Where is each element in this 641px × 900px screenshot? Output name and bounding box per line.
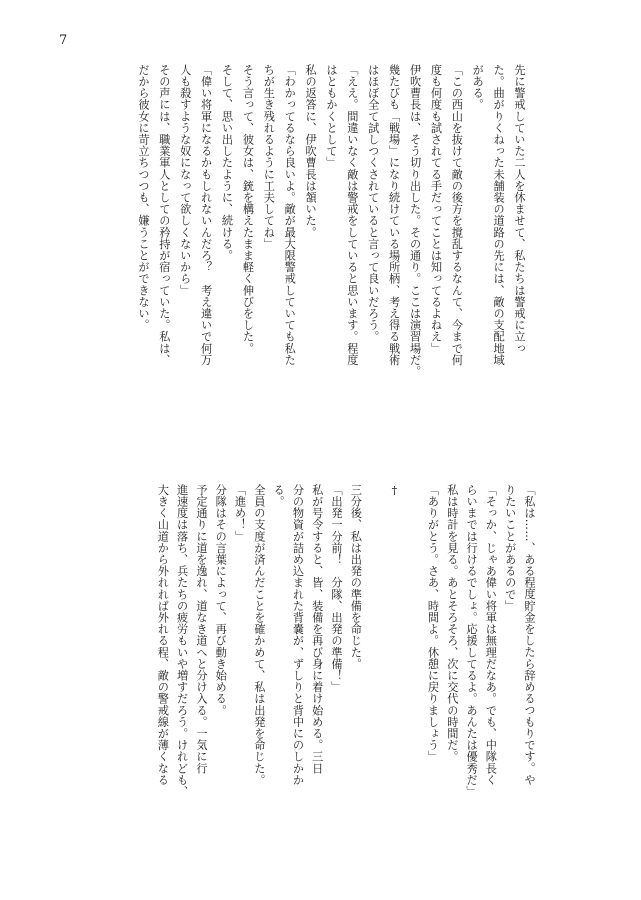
text-column: 「出発一分前！ 分隊、出発の準備！」 [330, 484, 344, 693]
text-column: らいまでは行けるでしょ。応援してるよ。あんたは優秀だ」 [465, 484, 479, 798]
text-column: 「この西山を抜けて敵の後方を撹乱するなんて、今まで何 [450, 64, 464, 366]
text-column: はともかくとして」 [324, 64, 338, 169]
text-column: 三分後、私は出発の準備を命じた。 [349, 484, 363, 670]
text-column: 「ええ。間違いなく敵は警戒をしていると思います。程度 [345, 64, 359, 366]
text-column: た。曲がりくねった未舗装の道路の先には、敵の支配地域 [492, 64, 506, 366]
text-column: 伊吹曹長は、そう切り出した。その通り。ここは演習場だ。 [408, 64, 422, 378]
text-column: 「偉い将軍になるかもしれないんだろ？ 考え違いで何万 [199, 64, 213, 366]
text-block-upper [110, 64, 528, 414]
text-column: 度も何度も試されてる手だってことは知ってるよねえ」 [429, 64, 443, 354]
text-column: 幾たびも「戦場」になり続けている場所柄、考え得る戦術 [387, 64, 401, 366]
text-column: はほぼ全て試しつくされていると言って良いだろう。 [366, 64, 380, 343]
text-column: 分の物資が詰め込まれた背嚢が、ずしりと背中にのしかか [291, 484, 305, 786]
text-column: 全員の支度が済んだことを確かめて、私は出発を命じた。 [252, 484, 266, 786]
text-block-lower [94, 484, 538, 836]
section-break-dagger: † [387, 484, 401, 498]
text-column: ちが生き残れるように工夫してね」 [262, 64, 276, 250]
text-column: 進速度は落ち、兵たちの疲労もいや増すだろう。けれども、 [175, 484, 189, 798]
text-column: りたいことがあるので」 [503, 484, 517, 612]
text-column: 「ありがとう。さあ、時間よ。休憩に戻りましょう」 [426, 484, 440, 763]
text-column: だから彼女に苛立ちつつも、嫌うことができない。 [136, 64, 150, 331]
text-column: 「進め！」 [233, 484, 247, 542]
text-column: 「私は……、ある程度貯金をしたら辞めるつもりです。や [523, 484, 536, 786]
text-column: 「わかってるなら良いよ。敵が最大限警戒していても私た [283, 64, 297, 366]
text-column: 先に警戒していた二人を休ませて、私たちは警戒に立っ [513, 64, 526, 354]
text-column: 私の返答に、伊吹曹長は頷いた。 [304, 64, 318, 238]
text-column: 私は時計を見る。あとそろそろ、次に交代の時間だ。 [445, 484, 459, 763]
text-column: そして、思い出したように、続ける。 [220, 64, 234, 262]
text-column: 分隊はその言葉によって、再び動き始める。 [214, 484, 228, 716]
text-column: 大きく山道から外れれば外れる程、敵の警戒線が薄くなる [156, 484, 170, 786]
text-column: その声には、職業軍人としての矜持が宿っていた。私は、 [157, 64, 171, 366]
text-column: 人も殺すような奴になって欲しくないから」 [178, 64, 192, 296]
text-column: そう言って、彼女は、銃を構えたまま軽く伸びをした。 [241, 64, 255, 354]
text-column: る。 [272, 484, 286, 508]
text-column: がある。 [471, 64, 485, 111]
page-number: 7 [59, 33, 68, 48]
text-column: 予定通りに道を逸れ、道なき道へと分け入る。一気に行 [194, 484, 208, 774]
text-column: 私が号令すると、皆、装備を再び身に着け始める。三日 [310, 484, 324, 774]
text-column: 「そっか、じゃあ偉い将軍は無理だなあ。でも、中隊長く [484, 484, 498, 786]
